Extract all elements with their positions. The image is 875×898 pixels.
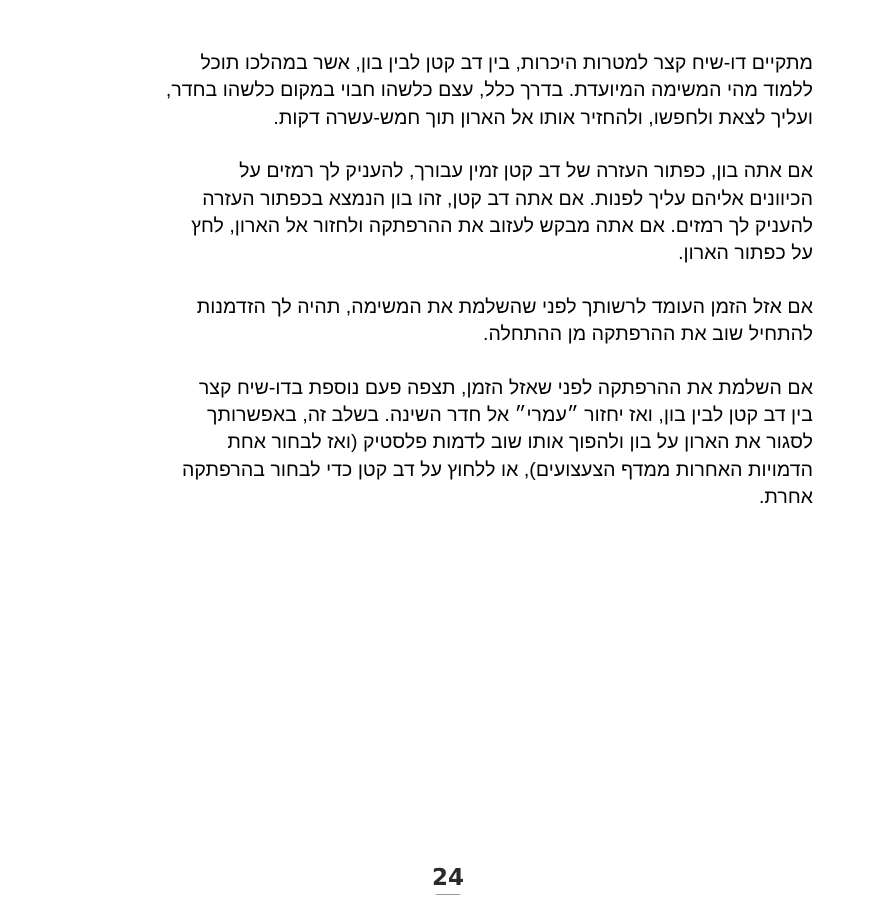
text-line: מתקיים דו-שיח קצר למטרות היכרות, בין דב קטן לבין בון, אשר במהלכו תוכל	[200, 52, 813, 74]
instructions-text	[43, 50, 813, 538]
text-line: לסגור את הארון על בון ולהפוך אותו שוב לדמות פלסטיק (ואז לבחור אחת	[227, 431, 813, 454]
text-line: אם השלמת את ההרפתקה לפני שאזל הזמן, תצפה פעם נוספת בדו-שיח קצר	[198, 376, 813, 399]
paragraph-help-button	[43, 158, 813, 268]
page-number: 24	[431, 865, 464, 891]
text-line: הדמויות האחרות ממדף הצעצועים), או ללחוץ על דב קטן כדי לבחור בהרפתקה	[181, 458, 813, 481]
text-line: בין דב קטן לבין בון, ואז יחזור ״עמרי״ אל חדר השינה. בשלב זה, באפשרותך	[207, 404, 813, 427]
paragraph-time-out	[43, 294, 813, 349]
text-line: אם אתה בון, כפתור העזרה של דב קטן זמין עבורך, להעניק לך רמזים על	[239, 160, 813, 183]
paragraph-completion	[43, 375, 813, 512]
page-number-underline	[436, 894, 460, 895]
text-line: להתחיל שוב את ההרפתקה מן ההתחלה.	[483, 323, 813, 346]
text-line: ללמוד מהי המשימה המיועדת. בדרך כלל, עצם כלשהו חבוי במקום כלשהו בחדר,	[165, 79, 813, 102]
text-line: אחרת.	[758, 486, 813, 509]
text-line: על כפתור הארון.	[678, 242, 813, 265]
text-line: ועליך לצאת ולחפשו, ולהחזיר אותו אל הארון תוך חמש-עשרה דקות.	[273, 106, 813, 129]
text-line: אם אזל הזמן העומד לרשותך לפני שהשלמת את המשימה, תהיה לך הזדמנות	[196, 295, 813, 318]
text-line: להעניק לך רמזים. אם אתה מבקש לעזוב את ההרפתקה ולחזור אל הארון, לחץ	[191, 215, 813, 238]
paragraph-intro	[43, 50, 813, 132]
text-line: הכיוונים אליהם עליך לפנות. אם אתה דב קטן, זהו בון הנמצא בכפתור העזרה	[202, 187, 813, 210]
